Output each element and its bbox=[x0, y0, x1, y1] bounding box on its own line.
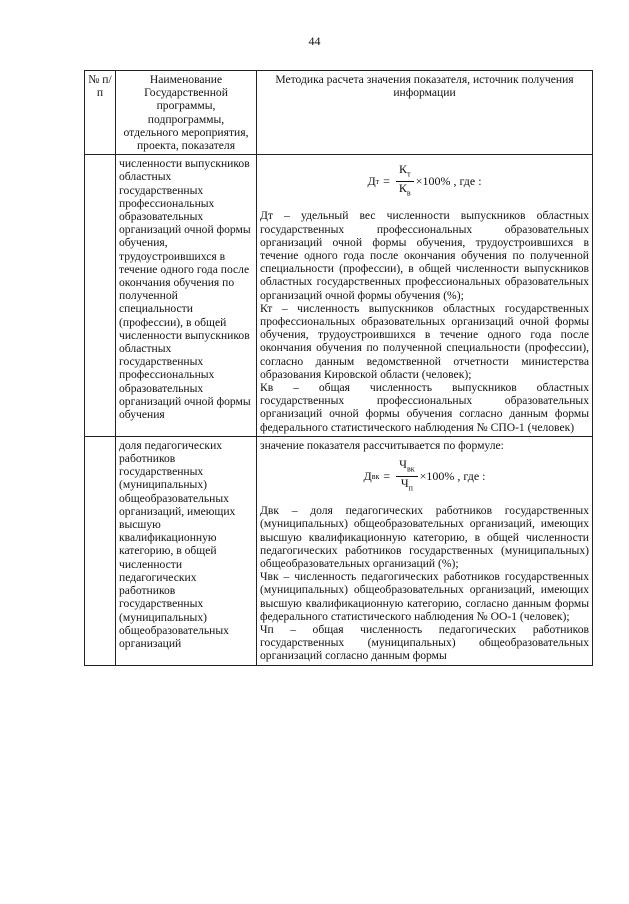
table-row bbox=[85, 155, 593, 437]
row2-paragraph: Чвк – численность педагогических работников государственных (муниципальных) общеобразовательных организаций, имеющих высшую квалификационную категорию, согласно данным формы федерального статистического наблюдения № ОО-1 (человек); bbox=[260, 570, 589, 623]
row1-name: численности выпускников областных государственных профессиональных образовательных организаций очной формы обучения, трудоустроившихся в течение одного года после окончания обучения по полученной специальности (профессии), в общей численности выпускников областных государственных профессиональных образовательных организаций очной формы обучения bbox=[116, 155, 257, 437]
row2-formula-tail: ×100% , где : bbox=[419, 468, 486, 483]
header-name: Наименование Государственной программы, подпрограммы, отдельного мероприятия, проекта, показателя bbox=[116, 71, 257, 155]
row2-paragraph: Чп – общая численность педагогических работников государственных (муниципальных) общеобразовательных организаций согласно данным формы bbox=[260, 623, 589, 663]
header-number: № п/п bbox=[85, 71, 116, 155]
row1-formula-lhs: Д bbox=[367, 173, 376, 188]
row1-number bbox=[85, 155, 116, 437]
row2-formula-den: Ч bbox=[400, 475, 409, 490]
row2-number bbox=[85, 436, 116, 665]
table-header-row bbox=[85, 71, 593, 155]
row2-formula-den-sub: п bbox=[408, 483, 413, 493]
header-method: Методика расчета значения показателя, источник получения информации bbox=[257, 71, 593, 155]
row2-formula: Д вк = $\frac{Ч_{вк}}{Ч_п}$ ×100% , где : bbox=[260, 458, 589, 494]
row2-formula-lhs: Д bbox=[363, 468, 372, 483]
row1-formula-lhs-sub: т bbox=[375, 176, 380, 186]
row1-formula-den: К bbox=[398, 180, 407, 195]
row1-formula-fraction bbox=[396, 163, 414, 199]
row2-formula-lhs-sub: вк bbox=[371, 471, 380, 481]
row2-method bbox=[257, 436, 593, 665]
row1-formula-num: К bbox=[399, 162, 408, 177]
row1-formula-tail: ×100% , где : bbox=[415, 173, 482, 188]
row2-formula-num-sub: вк bbox=[406, 464, 415, 474]
table-row bbox=[85, 436, 593, 665]
page-number: 44 bbox=[308, 34, 321, 48]
row2-paragraph: Двк – доля педагогических работников государственных (муниципальных) общеобразовательных организаций, имеющих высшую квалификационную категорию, в общей численности педагогических работников государственных (муниципальных) общеобразовательных организаций (%); bbox=[260, 504, 589, 571]
row1-formula-den-sub: в bbox=[406, 188, 411, 198]
row1-paragraph: Кв – общая численность выпускников областных государственных профессиональных образовательных организаций очной формы обучения согласно данным формы федерального статистического наблюдения № СПО-1 (человек) bbox=[260, 381, 589, 434]
row1-formula-num-sub: т bbox=[407, 169, 411, 179]
row1-method bbox=[257, 155, 593, 437]
row2-formula-fraction bbox=[396, 458, 417, 494]
row1-paragraph: Дт – удельный вес численности выпускников областных государственных профессиональных образовательных организаций очной формы обучения, трудоустроившихся в течение одного года после окончания обучения по полученной специальности (профессии), в общей численности выпускников областных государственных профессиональных образовательных организаций очной формы обучения (%); bbox=[260, 209, 589, 302]
row1-formula: Д т = $\frac{К_т}{К_в}$ ×100% , где : bbox=[260, 163, 589, 199]
row2-formula-num: Ч bbox=[399, 457, 407, 472]
row2-intro: значение показателя рассчитывается по формуле: bbox=[260, 438, 504, 452]
row1-paragraph: Кт – численность выпускников областных государственных профессиональных образовательных организаций очной формы обучения, трудоустроившихся в течение одного года после окончания обучения по полученной специальности (профессии), согласно данным ведомственной отчетности министерства образования Кировской области (человек); bbox=[260, 301, 589, 381]
indicator-table bbox=[84, 70, 593, 666]
row2-name: доля педагогических работников государственных (муниципальных) общеобразовательных организаций, имеющих высшую квалификационную категорию, в общей численности педагогических работников государственных (муниципальных) общеобразовательных организаций bbox=[116, 436, 257, 665]
